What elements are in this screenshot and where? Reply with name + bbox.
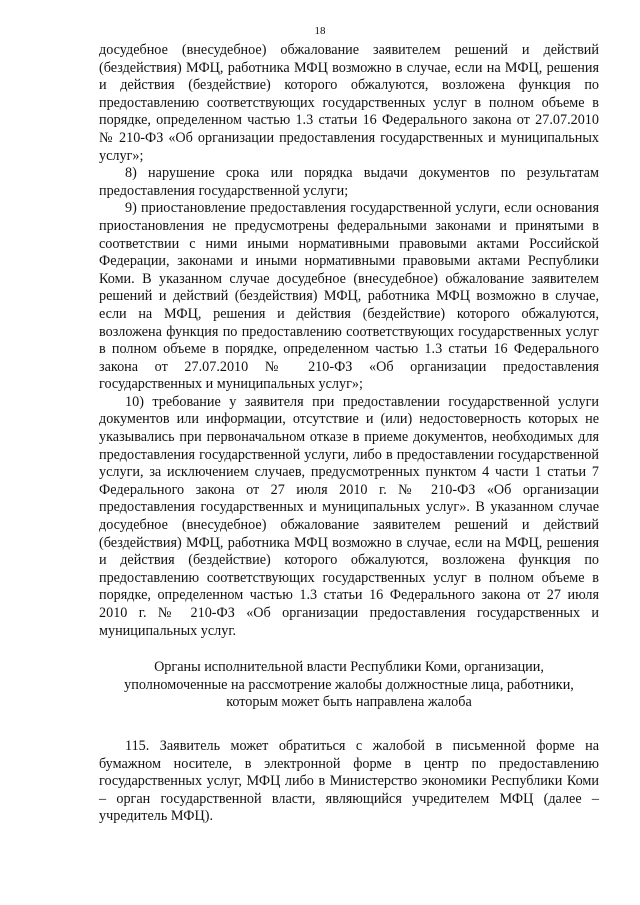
paragraph-115: 115. Заявитель может обратиться с жалобой в письменной форме на бумажном носителе, в электронной форме в центр по предоставлению государственных услуг, МФЦ либо в Министерство экономики Республики Коми – орган государственной власти, являющийся учредителем МФЦ (далее – учредитель МФЦ). — [99, 737, 599, 825]
section-heading — [99, 659, 599, 712]
paragraph-continuation: досудебное (внесудебное) обжалование заявителем решений и действий (бездействия) МФЦ, работника МФЦ возможно в случае, если на МФЦ, решения и действия (бездействие) которого обжалуются, возложена функция по предоставлению соответствующих государственных услуг в полном объеме в порядке, определенном частью 1.3 статьи 16 Федерального закона от 27.07.2010 № 210-ФЗ «Об организации предоставления государственных и муниципальных услуг»; — [99, 42, 599, 164]
document-body — [99, 42, 599, 826]
paragraph-item-9: 9) приостановление предоставления государственной услуги, если основания приостановления не предусмотрены федеральными законами и принятыми в соответствии с ними иными нормативными правовыми актами Российской Федерации, законами и иными нормативными правовыми актами Республики Коми. В указанном случае досудебное (внесудебное) обжалование заявителем решений и действий (бездействия) МФЦ, работника МФЦ возможно в случае, если на МФЦ, решения и действия (бездействие) которого обжалуются, возложена функция по предоставлению соответствующих государственных услуг в полном объеме в порядке, определенном частью 1.3 статьи 16 Федерального закона от 27.07.2010 № 210-ФЗ «Об организации предоставления государственных и муниципальных услуг»; — [99, 200, 599, 393]
section-heading-line: Органы исполнительной власти Республики Коми, организации, — [154, 659, 544, 676]
paragraph-item-8: 8) нарушение срока или порядка выдачи документов по результатам предоставления государственной услуги; — [99, 165, 599, 199]
page-number: 18 — [314, 25, 326, 37]
section-heading-line: уполномоченные на рассмотрение жалобы должностные лица, работники, — [124, 676, 574, 693]
paragraph-item-10: 10) требование у заявителя при предоставлении государственной услуги документов или информации, отсутствие и (или) недостоверность которых не указывались при первоначальном отказе в приеме документов, необходимых для предоставления государственной услуги, либо в предоставлении государственной услуги, за исключением случаев, предусмотренных пунктом 4 части 1 статьи 7 Федерального закона от 27 июля 2010 г. № 210-ФЗ «Об организации предоставления государственных и муниципальных услуг». В указанном случае досудебное (внесудебное) обжалование заявителем решений и действий (бездействия) МФЦ, работника МФЦ возможно в случае, если на МФЦ, решения и действия (бездействие) которого обжалуются, возложена функция по предоставлению соответствующих государственных услуг в полном объеме в порядке, определенном частью 1.3 статьи 16 Федерального закона от 27 июля 2010 г. № 210-ФЗ «Об организации предоставления государственных и муниципальных услуг. — [99, 393, 599, 639]
section-heading-line: которым может быть направлена жалоба — [226, 694, 472, 711]
